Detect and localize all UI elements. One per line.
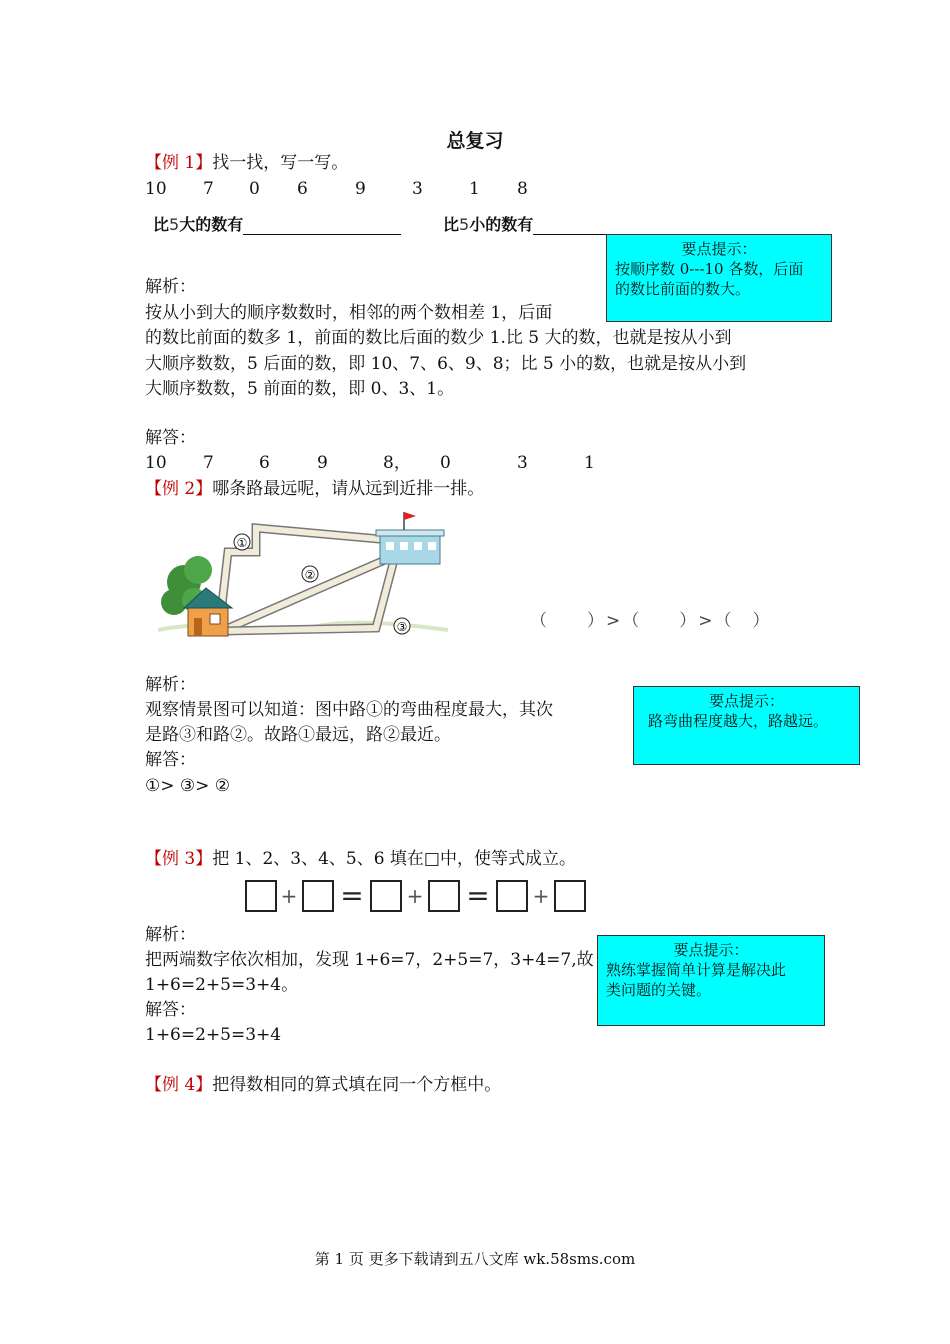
answer-number: 0 — [440, 453, 451, 473]
example-3-tag: 【例 3】 — [145, 849, 213, 869]
answer-label: 解答： — [145, 750, 196, 770]
tip-body: 的数比前面的数大。 — [615, 280, 751, 298]
tip-body: 路弯曲程度越大，路越远。 — [648, 712, 829, 730]
answer-number: 8， — [383, 453, 411, 473]
blank-box[interactable] — [246, 881, 276, 911]
answer-number: 3 — [517, 453, 528, 473]
answer-number: 6 — [259, 453, 270, 473]
page-footer: 第 1 页 更多下载请到五八文库 wk.58sms.com — [314, 1250, 636, 1268]
example-2-question: 哪条路最远呢，请从远到近排一排。 — [212, 479, 485, 499]
less-than-5-prompt — [443, 212, 693, 235]
number: 8 — [517, 179, 528, 199]
example-3-answer: 1+6=2+5=3+4 — [145, 1025, 282, 1045]
number: 9 — [355, 179, 366, 199]
route-illustration — [158, 510, 448, 646]
number: 1 — [469, 179, 480, 199]
analysis-line: 观察情景图可以知道：图中路①的弯曲程度最大，其次 — [145, 700, 553, 720]
example-4-question: 把得数相同的算式填在同一个方框中。 — [212, 1075, 502, 1095]
blank-box[interactable] — [303, 881, 333, 911]
tip-title: 要点提示： — [708, 692, 784, 710]
number: 0 — [249, 179, 260, 199]
analysis-line: 是路③和路②。故路①最远，路②最近。 — [145, 725, 451, 745]
tip-body: 熟练掌握简单计算是解决此 — [606, 961, 787, 979]
answer-blank[interactable] — [533, 216, 693, 235]
analysis-line: 1+6=2+5=3+4。 — [145, 975, 299, 995]
tip-title: 要点提示： — [681, 240, 757, 258]
example-4-heading — [145, 1072, 501, 1098]
example-3-question: 把 1、2、3、4、5、6 填在□中，使等式成立。 — [212, 849, 576, 869]
tip-title: 要点提示： — [673, 941, 749, 959]
greater-than-5-prompt — [153, 212, 401, 235]
prompt-text: 比 — [443, 215, 460, 234]
example-1-answer — [145, 450, 605, 476]
prompt-text: 比 — [153, 215, 170, 234]
tip-body: 按顺序数 0---10 各数，后面 — [615, 260, 804, 278]
equation-boxes — [242, 878, 592, 916]
equals-sign: = — [466, 879, 490, 912]
example-4-tag: 【例 4】 — [145, 1075, 213, 1095]
analysis-label: 解析： — [145, 675, 196, 695]
example-1-question: 找一找，写一写。 — [212, 153, 349, 173]
answer-number: 7 — [203, 453, 214, 473]
prompt-number: 5 — [459, 215, 470, 234]
answer-number: 1 — [584, 453, 595, 473]
route-1-label: ① — [236, 536, 248, 550]
answer-label: 解答： — [145, 428, 196, 448]
number: 3 — [412, 179, 423, 199]
analysis-line: 大顺序数数，5 后面的数，即 10、7、6、9、8；比 5 小的数，也就是按从小到 — [145, 354, 747, 374]
prompt-text: 大的数有 — [179, 215, 244, 234]
answer-label: 解答： — [145, 1000, 196, 1020]
plus-sign: + — [532, 884, 550, 908]
tip-box-1 — [606, 234, 832, 322]
example-2-tag: 【例 2】 — [145, 479, 213, 499]
route-3-label: ③ — [396, 620, 408, 634]
prompt-text: 小的数有 — [469, 215, 534, 234]
example-1-tag: 【例 1】 — [145, 153, 213, 173]
tip-box-3 — [597, 935, 825, 1026]
blank-box[interactable] — [497, 881, 527, 911]
example-1-heading — [145, 150, 348, 176]
blank-box[interactable] — [429, 881, 459, 911]
ranking-blanks[interactable]: （ ）>（ ）>（ ） — [530, 611, 772, 631]
blank-box[interactable] — [371, 881, 401, 911]
analysis-line: 按从小到大的顺序数数时，相邻的两个数相差 1，后面 — [145, 303, 553, 323]
analysis-line: 的数比前面的数多 1，前面的数比后面的数少 1.比 5 大的数，也就是按从小到 — [145, 328, 732, 348]
number: 10 — [145, 179, 167, 199]
example-3-heading — [145, 846, 576, 872]
route-2-label: ② — [304, 568, 316, 582]
example-1-numbers — [145, 176, 565, 202]
analysis-line: 把两端数字依次相加，发现 1+6=7，2+5=7，3+4=7,故 — [145, 950, 594, 970]
blank-box[interactable] — [555, 881, 585, 911]
answer-blank[interactable] — [243, 216, 401, 235]
equals-sign: = — [340, 879, 364, 912]
tip-body: 类问题的关键。 — [606, 981, 712, 999]
analysis-label: 解析： — [145, 277, 196, 297]
tip-box-2 — [633, 686, 860, 765]
analysis-label: 解析： — [145, 925, 196, 945]
analysis-line: 大顺序数数，5 前面的数，即 0、3、1。 — [145, 379, 455, 399]
answer-number: 9 — [317, 453, 328, 473]
plus-sign: + — [280, 884, 298, 908]
page-title: 总复习 — [446, 130, 504, 152]
example-2-answer: ①> ③> ② — [145, 776, 231, 796]
number: 7 — [203, 179, 214, 199]
prompt-number: 5 — [169, 215, 180, 234]
number: 6 — [297, 179, 308, 199]
answer-number: 10 — [145, 453, 167, 473]
example-2-heading — [145, 476, 484, 502]
plus-sign: + — [406, 884, 424, 908]
